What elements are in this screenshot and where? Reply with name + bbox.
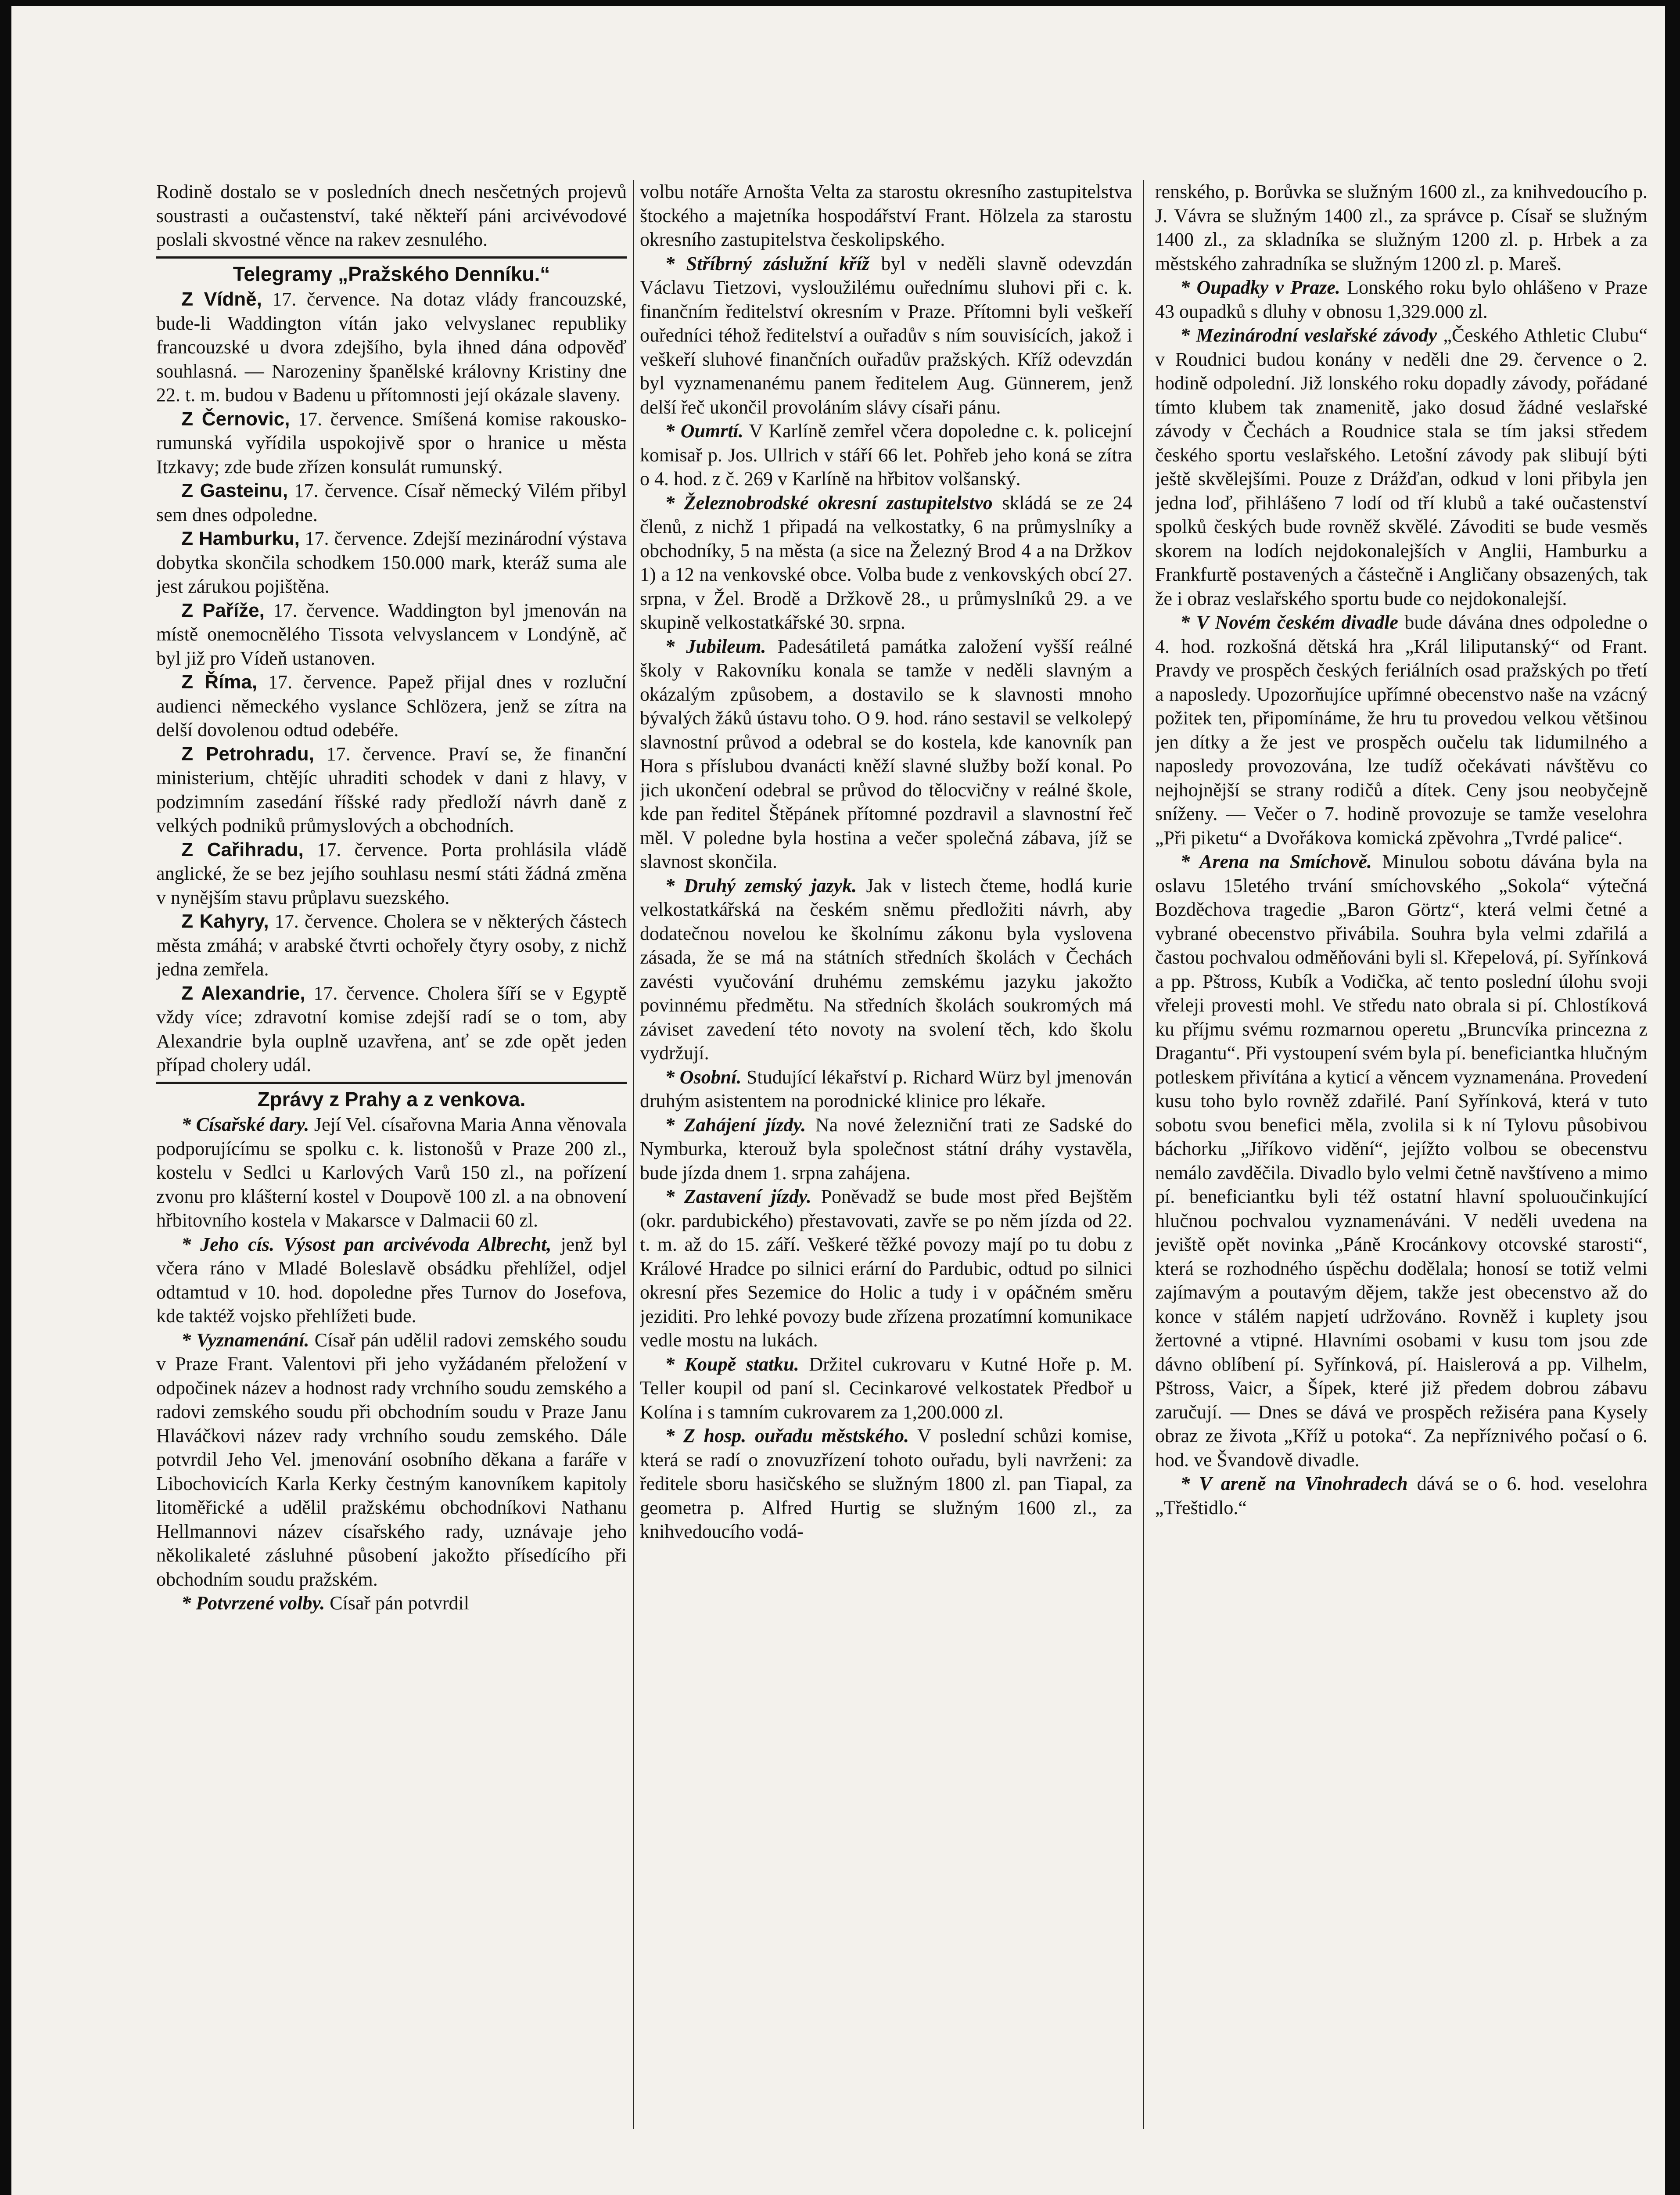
news-item-text: Lonského roku bylo ohlášeno v Praze 43 oupadků s dluhy v obnosu 1,329.000 zl.	[1155, 277, 1648, 322]
column-2	[640, 180, 1132, 2134]
news-item-text: Císař pán udělil radovi zemského soudu v Praze Frant. Valentovi při jeho vyžádaném přeložení v odpočinek název a hodnost rady vrchního soudu zemského a radovi zemského soudu při obchodním soudu v Praze Janu Hlaváčkovi název rady vrchního soudu zemského. Dále potvrdil Jeho Vel. jmenování osobního děkana a faráře v Libochovicích Karla Kerky čestným kanovníkem kapitoly litoměřické a udělil pražskému obchodníkovi Nathanu Hellmannovi název císařského rady, uznávaje jeho několikaleté zásluhné působení jakožto přísedícího při obchodním soudu pražském.	[156, 1329, 627, 1590]
news-item-text: Císař pán potvrdil	[330, 1592, 469, 1614]
telegram-text: 17. července. Na dotaz vlády francouzské, bude-li Waddington vítán jako velvyslanec republiky francouzské u dvora zdejšího, byla ihned dána odpověď souhlasná. — Narozeniny španělské královny Kristiny dne 22. t. m. budou v Badenu u přítomnosti její okázale slaveny.	[156, 288, 627, 406]
news-item-text: V Karlíně zemřel včera dopoledne c. k. policejní komisař p. Jos. Ullrich v stáří 66 let. Pohřeb jeho koná se zítra o 4. hod. z č. 269 v Karlíně na hřbitov volšanský.	[640, 420, 1132, 489]
telegram-item	[156, 288, 627, 407]
news-item-title: * Železnobrodské okresní zastupitelstvo	[665, 492, 993, 514]
column-rule	[633, 180, 634, 2129]
news-item-title: * Arena na Smíchově.	[1180, 851, 1372, 872]
telegram-item	[156, 742, 627, 838]
news-item-title: * Mezinárodní veslařské závody	[1180, 324, 1437, 346]
telegram-item	[156, 838, 627, 910]
news-item	[640, 1185, 1132, 1353]
news-heading: Zprávy z Prahy a z venkova.	[257, 1087, 526, 1111]
telegram-text: 17. července. Cholera šíří se v Egyptě vždy více; zdravotní komise zdejší radí se o tom, aby Alexandrie byla ouplně uzavřena, anť se zde opět jeden případ cholery udál.	[156, 982, 627, 1076]
telegram-text: 17. července. Waddington byl jmenován na místě onemocnělého Tissota velvyslancem v Londýně, ač byl již pro Vídeň ustanoven.	[156, 599, 627, 669]
telegram-item	[156, 670, 627, 742]
news-item-title: * Zastavení jízdy.	[665, 1186, 811, 1207]
news-item-title: * Císařské dary.	[181, 1114, 309, 1135]
telegram-text: 17. července. Smíšená komise rakousko-rumunská vyřídila uspokojivě spor o hranice u města Itzkavy; zde bude zřízen konsulát rumunský.	[156, 408, 627, 478]
news-item-text: bude dávána dnes odpoledne o 4. hod. rozkošná dětská hra „Král liliputanský“ od Frant. Pravdy ve prospěch českých feriálních osad pražských po třetí a naposledy. Upozorňujíce upřímné obecenstvo naše na vzácný požitek ten, připomínáme, že hru tu provedou velkou většinou jen dítky a že jest ve prospěch oučelu tak lidumilného a naposledy provozována, lze tudíž očekávati návštěvu co nejhojnější se strany rodičů a dítek. Ceny jsou neobyčejně sníženy. — Večer o 7. hodině provozuje se tamže veselohra „Při piketu“ a Dvořákova komická zpěvohra „Tvrdé palice“.	[1155, 612, 1648, 849]
news-item	[1155, 611, 1648, 850]
news-item-text: byl v neděli slavně odevzdán Václavu Tietzovi, vysloužilému ouřednímu sluhovi při c. k. finančním ředitelství okresním v Praze. Přítomni byli veškeří ouředníci téhož ředitelství a ouřadův s ním souvisících, jakož i veškeří sluhové finančních ouřadův pražských. Kříž odevzdán byl vyznamenanému panem ředitelem Aug. Günnerem, jenž delší řeč ukončil provoláním slávy císaři pánu.	[640, 252, 1132, 418]
telegram-item	[156, 527, 627, 599]
news-item-text: renského, p. Borůvka se služným 1600 zl., za knihvedoucího p. J. Vávra se služným 1400 zl., za správce p. Císař se služným 1400 zl., za skladníka se služným 1200 zl. p. Hrbek a za městského zahradníka se služným 1200 zl. p. Mareš.	[1155, 181, 1648, 274]
telegram-place: Z Říma,	[181, 671, 258, 693]
news-item-title: * Oumrtí.	[665, 420, 743, 442]
news-item	[156, 1591, 627, 1616]
telegram-text: 17. července. Císař německý Vilém přibyl sem dnes odpoledne.	[156, 480, 627, 525]
news-item	[640, 1424, 1132, 1544]
telegram-item	[156, 910, 627, 982]
telegram-place: Z Hamburku,	[181, 528, 300, 549]
telegram-text: 17. července. Cholera se v některých částech města zmáhá; v arabské čtvrti ochořely čtyry osoby, z nichž jedna zemřela.	[156, 910, 627, 980]
telegram-text: 17. července. Zdejší mezinárodní výstava dobytka skončila schodkem 150.000 mark, kteráž suma ale jest zárukou pojištěna.	[156, 528, 627, 597]
telegram-place: Z Paříže,	[181, 599, 265, 621]
telegram-place: Z Vídně,	[181, 288, 262, 310]
news-item-continued	[640, 180, 1132, 252]
news-item	[640, 252, 1132, 420]
news-item	[640, 1353, 1132, 1425]
telegram-text: 17. července. Papež přijal dnes v rozluční audienci německého vyslance Schlözera, jenž se zítra na delší dovolenou odtud odebéře.	[156, 671, 627, 741]
news-item	[156, 1328, 627, 1592]
news-item-title: * Vyznamenání.	[181, 1329, 309, 1351]
news-item-title: * Osobní.	[665, 1066, 742, 1088]
news-item-title: * Potvrzené volby.	[181, 1592, 325, 1614]
telegram-heading: Telegramy „Pražského Denníku.“	[233, 262, 550, 285]
news-item	[156, 1113, 627, 1233]
telegram-item	[156, 982, 627, 1077]
news-item-text: Padesátiletá památka založení vyšší reálné školy v Rakovníku konala se tamže v neděli slavným a okázalým způsobem, a dostavilo se k slavnosti mnoho bývalých žáků ústavu toho. O 9. hod. ráno sestavil se velkolepý slavnostní průvod a odebral se do kostela, kde kanovník pan Hora s příslubou dvanácti kněží slavné služby boží konal. Po jich ukončení odebral se průvod do tělocvičny v reálné škole, kde pan ředitel Štěpánek přítomné pozdravil a slavnostní řeč měl. V poledne byla hostina a večer společná zábava, jíž se slavnost skončila.	[640, 635, 1132, 872]
column-rule	[1143, 180, 1144, 2129]
news-item	[1155, 324, 1648, 611]
telegram-item	[156, 599, 627, 671]
telegram-text: 17. července. Praví se, že finanční ministerium, chtějíc uhraditi schodek v dani z hlavy, v podzimním zasedání říšské rady předloží návrh daně z velkých podniků průmyslových a obchodních.	[156, 743, 627, 836]
news-item-text: V poslední schůzi komise, která se radí o znovuzřízení tohoto ouřadu, byli navrženi: za ředitele sboru hasičského se služným 1800 zl. pan Tiapal, za geometra p. Alfred Hurtig se služným 1600 zl., za knihvedoucího vodá-	[640, 1425, 1132, 1542]
intro-paragraph: Rodině dostalo se v posledních dnech nesčetných projevů soustrasti a oučastenství, také někteří páni arcivévodové poslali skvostné věnce na rakev zesnulého.	[156, 181, 627, 250]
news-item	[640, 419, 1132, 491]
news-item-text: jenž byl včera ráno v Mladé Boleslavě obsádku přehlížel, odjel odtamtud v 10. hod. dopoledne přes Turnov do Josefova, kde taktéž vojsko přehlížeti bude.	[156, 1233, 627, 1327]
telegram-place: Z Černovic,	[181, 408, 290, 430]
news-item-title: * Z hosp. ouřadu městského.	[665, 1425, 909, 1447]
news-item-text: Na nové železniční trati ze Sadské do Nymburka, kterouž byla společnost státní dráhy vystavěla, bude jízda dnem 1. srpna zahájena.	[640, 1114, 1132, 1184]
news-item-title: * Zahájení jízdy.	[665, 1114, 806, 1136]
news-item-title: * Druhý zemský jazyk.	[665, 874, 857, 896]
telegram-item	[156, 407, 627, 479]
column-3	[1155, 180, 1648, 2134]
section-divider	[156, 256, 627, 259]
telegram-item	[156, 479, 627, 527]
telegram-place: Z Petrohradu,	[181, 743, 314, 765]
news-item-text: Její Vel. císařovna Maria Anna věnovala podporujícímu se spolku c. k. listonošů v Praze 200 zl., kostelu v Sedlci u Karlových Varů 150 zl., na pořízení zvonu pro klášterní kostel v Doupově 100 zl. a na obnovení hřbitovního kostela v Makarsce v Dalmacii 60 zl.	[156, 1114, 627, 1231]
news-item-title: * Oupadky v Praze.	[1180, 277, 1340, 298]
news-item	[640, 491, 1132, 635]
news-item-text: Jak v listech čteme, hodlá kurie velkostatkářská na českém sněmu předložiti návrh, aby dodatečnou novelou ke školnímu zákonu byla vyslovena zásada, že se má na státních středních školách v Čechách zavésti vyučování druhému zemskému jazyku jakožto povinnému předmětu. Na středních školách soukromých má záviset zavedení této novoty na svolení těch, kdo školu vydržují.	[640, 874, 1132, 1064]
telegram-text: 17. července. Porta prohlásila vládě anglické, že se bez jejího souhlasu nesmí státi žádná změna v nynějším stavu průplavu suezského.	[156, 838, 627, 908]
news-item	[1155, 850, 1648, 1472]
telegram-place: Z Alexandrie,	[181, 982, 305, 1004]
news-item-title: * Jeho cís. Výsost pan arcivévoda Albrecht,	[181, 1233, 552, 1255]
news-item-text: skládá se ze 24 členů, z nichž 1 připadá na velkostatky, 6 na průmyslníky a obchodníky, 5 na města (a sice na Železný Brod 4 a na Držkov 1) a 12 na venkovské obce. Volba bude z venkovských obcí 27. srpna, v Žel. Brodě a Držkově 28., u průmyslníků 29. a ve skupině velkostatkářské 30. srpna.	[640, 492, 1132, 633]
news-item-title: * Koupě statku.	[665, 1353, 799, 1375]
news-item-text: Držitel cukrovaru v Kutné Hoře p. M. Teller koupil od paní sl. Cecinkarové velkostatek Předboř u Kolína i s tamním cukrovarem za 1,200.000 zl.	[640, 1353, 1132, 1423]
news-item-continued	[1155, 180, 1648, 276]
news-item	[640, 1065, 1132, 1113]
news-item-text: Poněvadž se bude most před Bejštěm (okr. pardubického) přestavovati, zavře se po něm jízda od 22. t. m. až do 15. září. Veškeré těžké povozy mají po tu dobu z Králové Hradce po silnici erární do Pardubic, odtud po silnici okresní přes Sezemice do Holic a tudy i v opáčném směru jeziditi. Pro lehké povozy bude zřízena prozatímní komunikace vedle mostu na lukách.	[640, 1186, 1132, 1351]
news-item-text: volbu notáře Arnošta Velta za starostu okresního zastupitelstva štockého a majetníka hospodářství Frant. Hölzela za starostu okresního zastupitelstva českolipského.	[640, 181, 1132, 250]
news-item-title: * V areně na Vinohradech	[1180, 1473, 1408, 1494]
telegram-list	[156, 288, 627, 1077]
news-item	[1155, 1472, 1648, 1520]
section-divider	[156, 1082, 627, 1084]
news-item	[640, 874, 1132, 1065]
news-item-title: * V Novém českém divadle	[1180, 612, 1398, 633]
news-item	[1155, 276, 1648, 324]
news-item-text: Minulou sobotu dávána byla na oslavu 15letého trvání smíchovského „Sokola“ výtečná Bozděchova tragedie „Baron Görtz“, která velmi četné a vybrané obecenstvo přivábila. Souhra byla velmi zdařilá a častou pochvalou odměňováni byli sl. Křepelová, pí. Syřínková a pp. Pštross, Kubík a Vodička, ač tento poslední úlohu svoji vřeleji provesti mohl. Ve středu nato obrala si pí. Chlostíková ku příjmu svému rozmarnou operetu „Bruncvíka princezna z Dragantu“. Při vystoupení svém byla pí. beneficiantka hlučným potleskem přivítána a kyticí a věncem vyznamenána. Provedení kusu toho bylo rovněž zdařilé. Paní Syřínková, která v tuto sobotu svou benefici měla, zvolila si k ní Tylovu působivou báchorku „Jiříkovo vidění“, jejížto volbou se obecenstvu nemálo zavděčila. Divadlo bylo velmi četně navštíveno a mimo pí. beneficiantku byli též ostatní hlavní spoluoučinkující hlučnou pochvalou vyznamenáváni. V neděli uvedena na jeviště opět novinka „Páně Krocánkovy otcovské starosti“, která se rozhodného úspěchu dodělala; honosí se totiž velmi zajímavým a poutavým dějem, takže jest obecenstvo až do konce v stálém napjetí udržováno. Rovněž i kuplety jsou žertovné a vtipné. Hlavními osobami v kusu tom jsou zde dávno oblíbení pí. Syřínková, pí. Haislerová a pp. Vilhelm, Pštross, Vaicr, a Šípek, které již předem dobrou zábavu zaručují. — Dnes se dává ve prospěch režiséra pana Kysely obraz ze života „Kříž u potoka“. Za nepříznivého počasí o 6. hod. ve Švandově divadle.	[1155, 851, 1648, 1471]
news-item-text: Studující lékařství p. Richard Würz byl jmenován druhým asistentem na porodnické klinice pro lékaře.	[640, 1066, 1132, 1112]
news-item-text: dává se o 6. hod. veselohra „Třeštidlo.“	[1155, 1473, 1648, 1519]
telegram-place: Z Kahyry,	[181, 910, 269, 932]
column-1	[156, 180, 627, 2134]
news-item	[156, 1233, 627, 1328]
telegram-place: Z Cařihradu,	[181, 838, 304, 860]
news-item-text: „Českého Athletic Clubu“ v Roudnici budou konány v neděli dne 29. července o 2. hodině odpolední. Již lonského roku dopadly závody, pořádané tímto klubem tak znamenitě, jako dosud žádné veslařské závody v Čechách a Roudnice stala se tím jaksi středem českého sportu veslařského. Letošní závody pak slibují býti ještě skvělejšími. Pouze z Drážďan, odkud v loni přibyla jen jedna loď, přihlášeno 7 lodí od tří klubů a také oučastenství spolků českých bude rovněž skvělé. Závoditi se bude vesměs skorem na lodích nejdokonalejších v Anglii, Hamburku a Frankfurtě postavených a částečně i Angličany obsazených, tak že i obraz veslařského sportu bude co nejdokonalejší.	[1155, 324, 1648, 609]
telegram-place: Z Gasteinu,	[181, 480, 288, 501]
news-item-title: * Jubileum.	[665, 635, 766, 657]
news-item-title: * Stříbrný záslužní kříž	[665, 252, 869, 274]
news-item	[640, 1113, 1132, 1185]
news-item	[640, 635, 1132, 874]
